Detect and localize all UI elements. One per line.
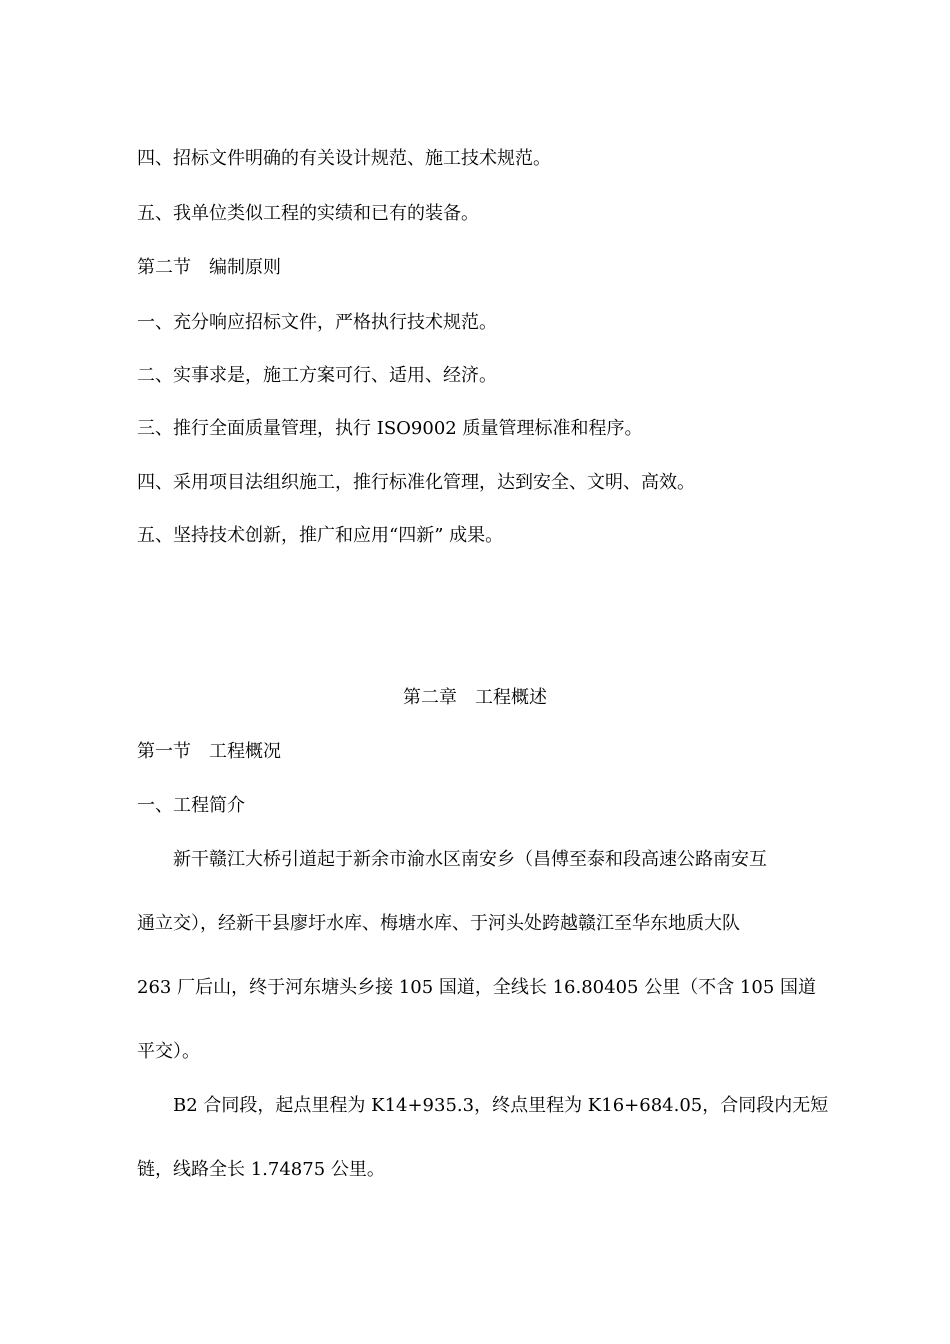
principle-item-4: 四、采用项目法组织施工，推行标准化管理，达到安全、文明、高效。 (137, 472, 695, 493)
basis-item-4: 四、招标文件明确的有关设计规范、施工技术规范。 (137, 148, 551, 169)
section-heading-overview: 第一节 工程概况 (137, 741, 281, 762)
subsection-heading-intro: 一、工程简介 (137, 795, 245, 816)
chapter-title: 第二章 工程概述 (403, 687, 547, 708)
principle-item-3: 三、推行全面质量管理，执行 ISO9002 质量管理标准和程序。 (137, 418, 643, 439)
principle-item-5: 五、坚持技术创新，推广和应用“四新” 成果。 (137, 525, 504, 546)
contract-paragraph-line-1: B2 合同段，起点里程为 K14+935.3，终点里程为 K16+684.05，合同段内无短 (137, 1095, 829, 1116)
basis-item-5: 五、我单位类似工程的实绩和已有的装备。 (137, 203, 479, 224)
intro-paragraph-line-3: 263 厂后山，终于河东塘头乡接 105 国道，全线长 16.80405 公里（不含 105 国道 (137, 977, 817, 998)
contract-paragraph-line-2: 链，线路全长 1.74875 公里。 (137, 1159, 385, 1180)
section-heading-principles: 第二节 编制原则 (137, 257, 281, 278)
principle-item-2: 二、实事求是，施工方案可行、适用、经济。 (137, 365, 497, 386)
principle-item-1: 一、充分响应招标文件，严格执行技术规范。 (137, 312, 497, 333)
intro-paragraph-line-4: 平交）。 (137, 1041, 200, 1062)
intro-paragraph-line-1: 新干赣江大桥引道起于新余市渝水区南安乡（昌傅至泰和段高速公路南安互 (137, 849, 767, 870)
intro-paragraph-line-2: 通立交），经新干县廖圩水库、梅塘水库、于河头处跨越赣江至华东地质大队 (137, 913, 740, 934)
